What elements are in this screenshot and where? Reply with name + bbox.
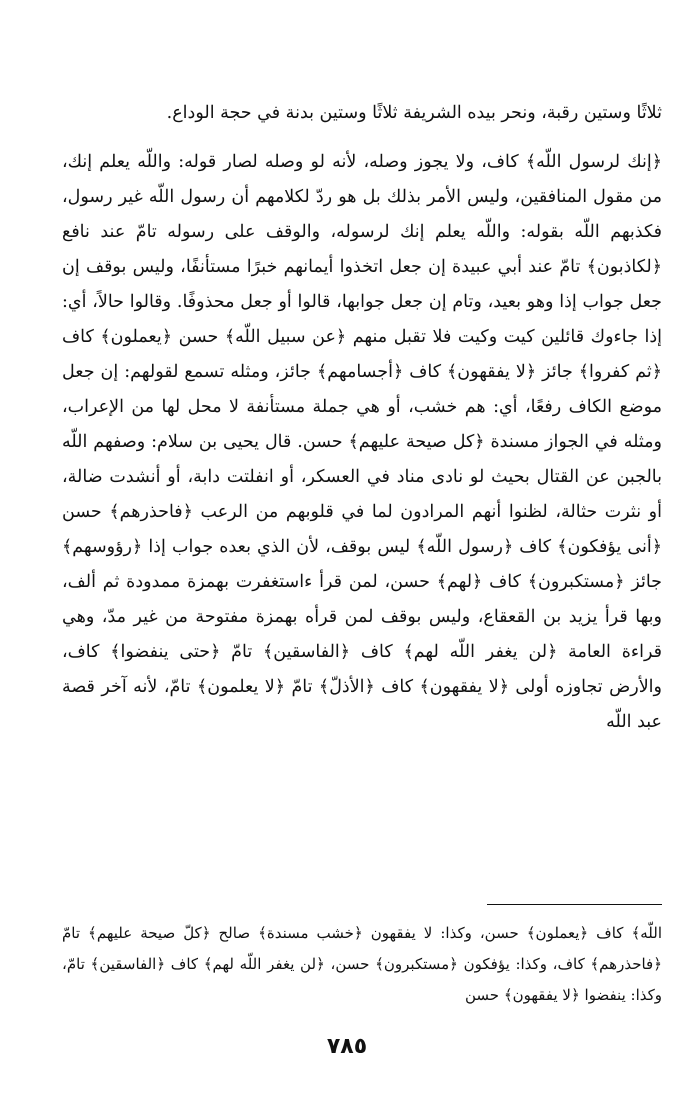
footnote-separator <box>487 904 662 905</box>
paragraph-1: ثلاثًا وستين رقبة، ونحر بيده الشريفة ثلاثًا وستين بدنة في حجة الوداع. <box>166 103 662 123</box>
paragraph-2: ﴿إنك لرسول اللّه﴾ كاف، ولا يجوز وصله، لأنه لو وصله لصار قوله: واللّه يعلم إنك، من مقول المنافقين، وليس الأمر بذلك بل هو ردّ لكلامهم أن رسول اللّه غير رسول، فكذبهم اللّه بقوله: واللّه يعلم إنك لرسوله، والوقف على رسوله تامّ عند نافع ﴿لكاذبون﴾ تامّ عند أبي عبيدة إن جعل اتخذوا أيمانهم خبرًا مستأنفًا، وليس بوقف إن جعل جواب إذا وهو بعيد، وتام إن جعل جوابها، قالوا أو جعل محذوفًا. وقالوا حالاً، أي: إذا جاءوك قائلين كيت وكيت فلا تقبل منهم ﴿عن سبيل اللّه﴾ حسن ﴿يعملون﴾ كاف ﴿ثم كفروا﴾ جائز ﴿لا يفقهون﴾ كاف ﴿أجسامهم﴾ جائز، ومثله تسمع لقولهم: إن جعل موضع الكاف رفعًا، أي: هم خشب، أو هي جملة مستأنفة لا محل لها من الإعراب، ومثله في الجواز مسندة ﴿كل صيحة عليهم﴾ حسن. قال يحيى بن سلام: وصفهم اللّه بالجبن عن القتال بحيث لو نادى مناد في العسكر، أو انفلتت دابة، أو أنشدت ضالة، أو نثرت حثالة، لظنوا أنهم المرادون لما في قلوبهم من الرعب ﴿فاحذرهم﴾ حسن ﴿أنى يؤفكون﴾ كاف ﴿رسول اللّه﴾ ليس بوقف، لأن الذي بعده جواب إذا ﴿رؤوسهم﴾ جائز ﴿مستكبرون﴾ كاف ﴿لهم﴾ حسن، لمن قرأ ءاستغفرت بهمزة ممدودة ثم ألف، وبها قرأ يزيد بن القعقاع، وليس بوقف لمن قرأه بهمزة مفتوحة من غير مدّ، وهي قراءة العامة ﴿لن يغفر اللّه لهم﴾ كاف ﴿الفاسقين﴾ تامّ ﴿حتى ينفضوا﴾ كاف، والأرض تجاوزه أولى ﴿لا يفقهون﴾ كاف ﴿الأذلّ﴾ تامّ ﴿لا يعلمون﴾ تامّ، لأنه آخر قصة عبد اللّه <box>62 152 662 732</box>
main-text <box>62 96 662 740</box>
page-number: ٧٨٥ <box>326 1034 368 1059</box>
footnotes <box>62 918 662 1011</box>
footnote-1: اللّه﴾ كاف ﴿يعملون﴾ حسن، وكذا: لا يفقهون ﴿خشب مسندة﴾ صالح ﴿كلّ صيحة عليهم﴾ تامّ ﴿فاحذرهم﴾ كاف، وكذا: يؤفكون ﴿مستكبرون﴾ حسن، ﴿لن يغفر اللّه لهم﴾ كاف ﴿الفاسقين﴾ تامّ، وكذا: ينفضوا ﴿لا يفقهون﴾ حسن <box>62 924 662 1004</box>
